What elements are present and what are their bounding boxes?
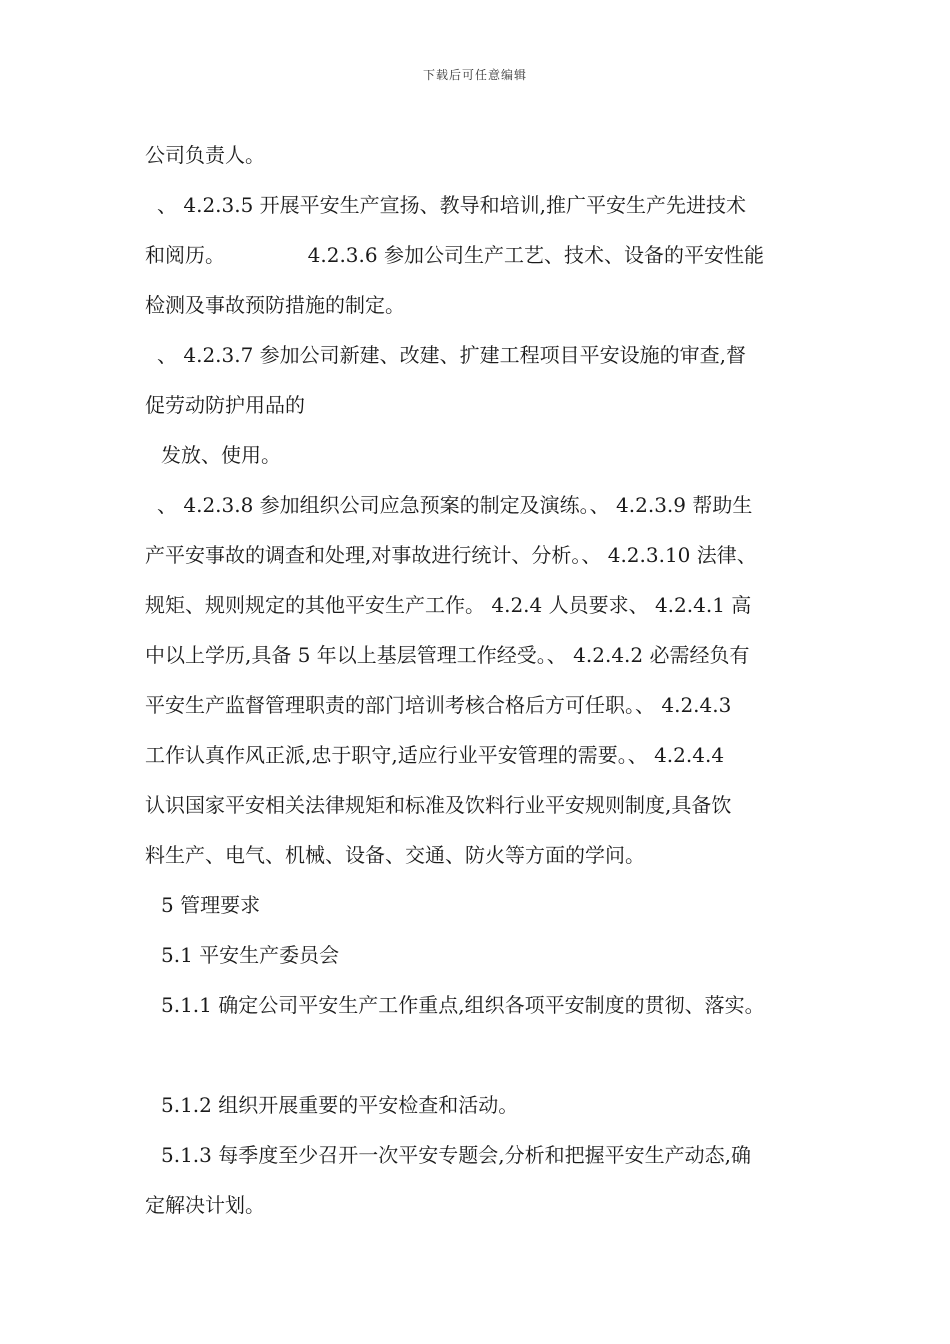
text-line: 工作认真作风正派,忠于职守,适应行业平安管理的需要。、 4.2.4.4 — [145, 743, 725, 767]
text-line: 和阅历。 4.2.3.6 参加公司生产工艺、技术、设备的平安性能 — [145, 243, 764, 267]
document-body — [145, 130, 815, 1230]
text-line: 、 4.2.3.8 参加组织公司应急预案的制定及演练。、 4.2.3.9 帮助生 — [157, 493, 753, 517]
text-line: 促劳动防护用品的 — [145, 393, 305, 417]
subsection-heading: 5.1 平安生产委员会 — [161, 943, 340, 967]
text-line: 5.1.2 组织开展重要的平安检查和活动。 — [161, 1093, 519, 1117]
text-line: 5.1.1 确定公司平安生产工作重点,组织各项平安制度的贯彻、落实。 — [161, 993, 765, 1017]
section-heading: 5 管理要求 — [161, 893, 261, 917]
text-line: 公司负责人。 — [145, 143, 265, 167]
page-header: 下载后可任意编辑 — [422, 68, 527, 82]
text-line: 发放、使用。 — [161, 443, 281, 467]
text-line: 料生产、电气、机械、设备、交通、防火等方面的学问。 — [145, 843, 645, 867]
text-line: 认识国家平安相关法律规矩和标准及饮料行业平安规则制度,具备饮 — [145, 793, 732, 817]
text-line: 中以上学历,具备 5 年以上基层管理工作经受。、 4.2.4.2 必需经负有 — [145, 643, 750, 667]
text-line: 、 4.2.3.5 开展平安生产宣扬、教导和培训,推广平安生产先进技术 — [157, 193, 747, 217]
text-line: 5.1.3 每季度至少召开一次平安专题会,分析和把握平安生产动态,确 — [161, 1143, 751, 1167]
paragraph-gap — [145, 1030, 815, 1080]
text-line: 规矩、规则规定的其他平安生产工作。 4.2.4 人员要求、 4.2.4.1 高 — [145, 593, 752, 617]
text-line: 定解决计划。 — [145, 1193, 265, 1217]
text-line: 检测及事故预防措施的制定。 — [145, 293, 405, 317]
text-line: 平安生产监督管理职责的部门培训考核合格后方可任职。、 4.2.4.3 — [145, 693, 732, 717]
text-line: 产平安事故的调查和处理,对事故进行统计、分析。、 4.2.3.10 法律、 — [145, 543, 757, 567]
text-line: 、 4.2.3.7 参加公司新建、改建、扩建工程项目平安设施的审查,督 — [157, 343, 747, 367]
